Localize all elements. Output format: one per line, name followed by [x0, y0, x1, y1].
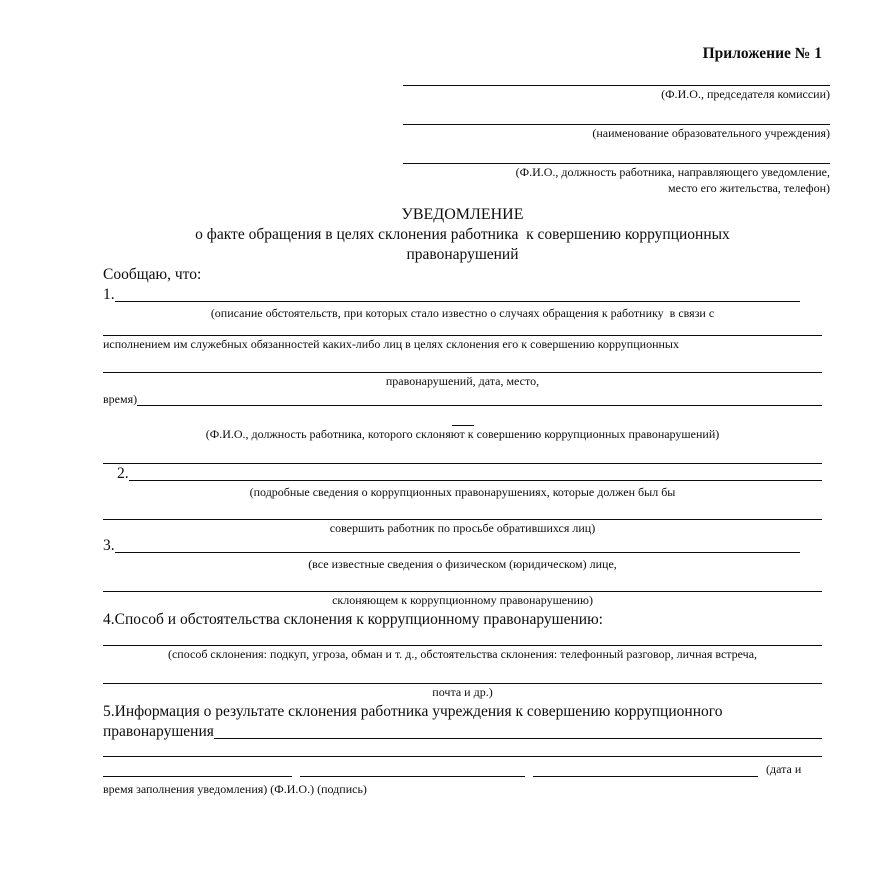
- institution-caption: (наименование образовательного учреждения): [592, 126, 830, 140]
- item1-caption-part3: правонарушений, дата, место,: [385, 374, 540, 388]
- institution-name-line: [403, 102, 830, 125]
- time-label: время): [103, 392, 138, 406]
- short-center-line: [452, 409, 474, 426]
- item2-fill-line: [129, 464, 822, 481]
- notifier-caption-line2: место его жительства, телефон): [668, 181, 830, 195]
- time-fill-line: [137, 389, 822, 406]
- document-subtitle-line1: о факте обращения в целях склонения работника к совершению коррупционных: [195, 226, 730, 243]
- item2-number: 2.: [117, 465, 129, 482]
- item1-number: 1.: [103, 286, 115, 303]
- item3-caption-part2: склоняющем к коррупционному правонарушению): [332, 593, 593, 607]
- item2-caption-part1: (подробные сведения о коррупционных правонарушениях, которые должен был бы: [249, 485, 676, 499]
- item3-number: 3.: [103, 537, 115, 554]
- item1-caption-part1: (описание обстоятельств, при которых стало известно о случаях обращения к работнику в связи с: [210, 306, 715, 320]
- signature-row: [103, 757, 822, 777]
- notifier-caption-line1: (Ф.И.О., должность работника, направляющего уведомление,: [515, 165, 830, 179]
- item2-continuation-line: [103, 500, 822, 520]
- item3-caption-part1: (все известные сведения о физическом (юридическом) лице,: [308, 557, 617, 571]
- chairman-caption: (Ф.И.О., председателя комиссии): [661, 87, 830, 101]
- item5-fill-line: [214, 722, 822, 739]
- chairman-name-line: [403, 64, 830, 86]
- item3-continuation-line: [103, 572, 822, 592]
- target-employee-caption: (Ф.И.О., должность работника, которого склоняют к совершению коррупционных правонарушений): [205, 427, 720, 441]
- signature-caption: время заполнения уведомления) (Ф.И.О.) (подпись): [103, 782, 367, 796]
- item2-row: [103, 464, 822, 484]
- intro-text: Сообщаю, что:: [103, 266, 202, 283]
- date-caption: (дата и: [766, 762, 802, 776]
- time-row: [103, 389, 822, 409]
- date-line: [103, 762, 292, 777]
- item4-blank-line-2: [103, 662, 822, 684]
- item4-blank-line-1: [103, 630, 822, 646]
- item5-blank-line: [103, 742, 822, 757]
- fio-line: [300, 762, 525, 777]
- item5-row: [103, 722, 822, 742]
- continuation-line-1: [103, 321, 822, 336]
- document-subtitle-line2: правонарушений: [406, 246, 519, 263]
- notifier-name-line: [403, 141, 830, 164]
- document-title: УВЕДОМЛЕНИЕ: [401, 206, 524, 223]
- signature-line: [533, 762, 758, 777]
- appendix-label: Приложение № 1: [702, 45, 822, 62]
- item4-heading: 4.Способ и обстоятельства склонения к коррупционному правонарушению:: [103, 611, 603, 628]
- item5-heading-line2: правонарушения: [103, 723, 214, 740]
- item1-row: [103, 285, 822, 305]
- item4-caption-part2: почта и др.): [432, 685, 493, 699]
- blank-line-before-item2: [103, 442, 822, 464]
- item1-fill-line: [115, 285, 800, 302]
- item3-row: [103, 536, 822, 556]
- item1-caption-part2: исполнением им служебных обязанностей каких-либо лиц в целях склонения его к совершению коррупционных: [103, 337, 679, 351]
- item2-caption-part2: совершить работник по просьбе обратившихся лиц): [329, 521, 596, 535]
- item5-heading-line1: 5.Информация о результате склонения работника учреждения к совершению коррупционного: [103, 703, 723, 720]
- item4-caption-part1: (способ склонения: подкуп, угроза, обман и т. д., обстоятельства склонения: телефонный разговор, личная встреча,: [167, 647, 758, 661]
- addressee-block: [403, 64, 830, 196]
- continuation-line-2: [103, 352, 822, 373]
- item3-fill-line: [115, 536, 800, 553]
